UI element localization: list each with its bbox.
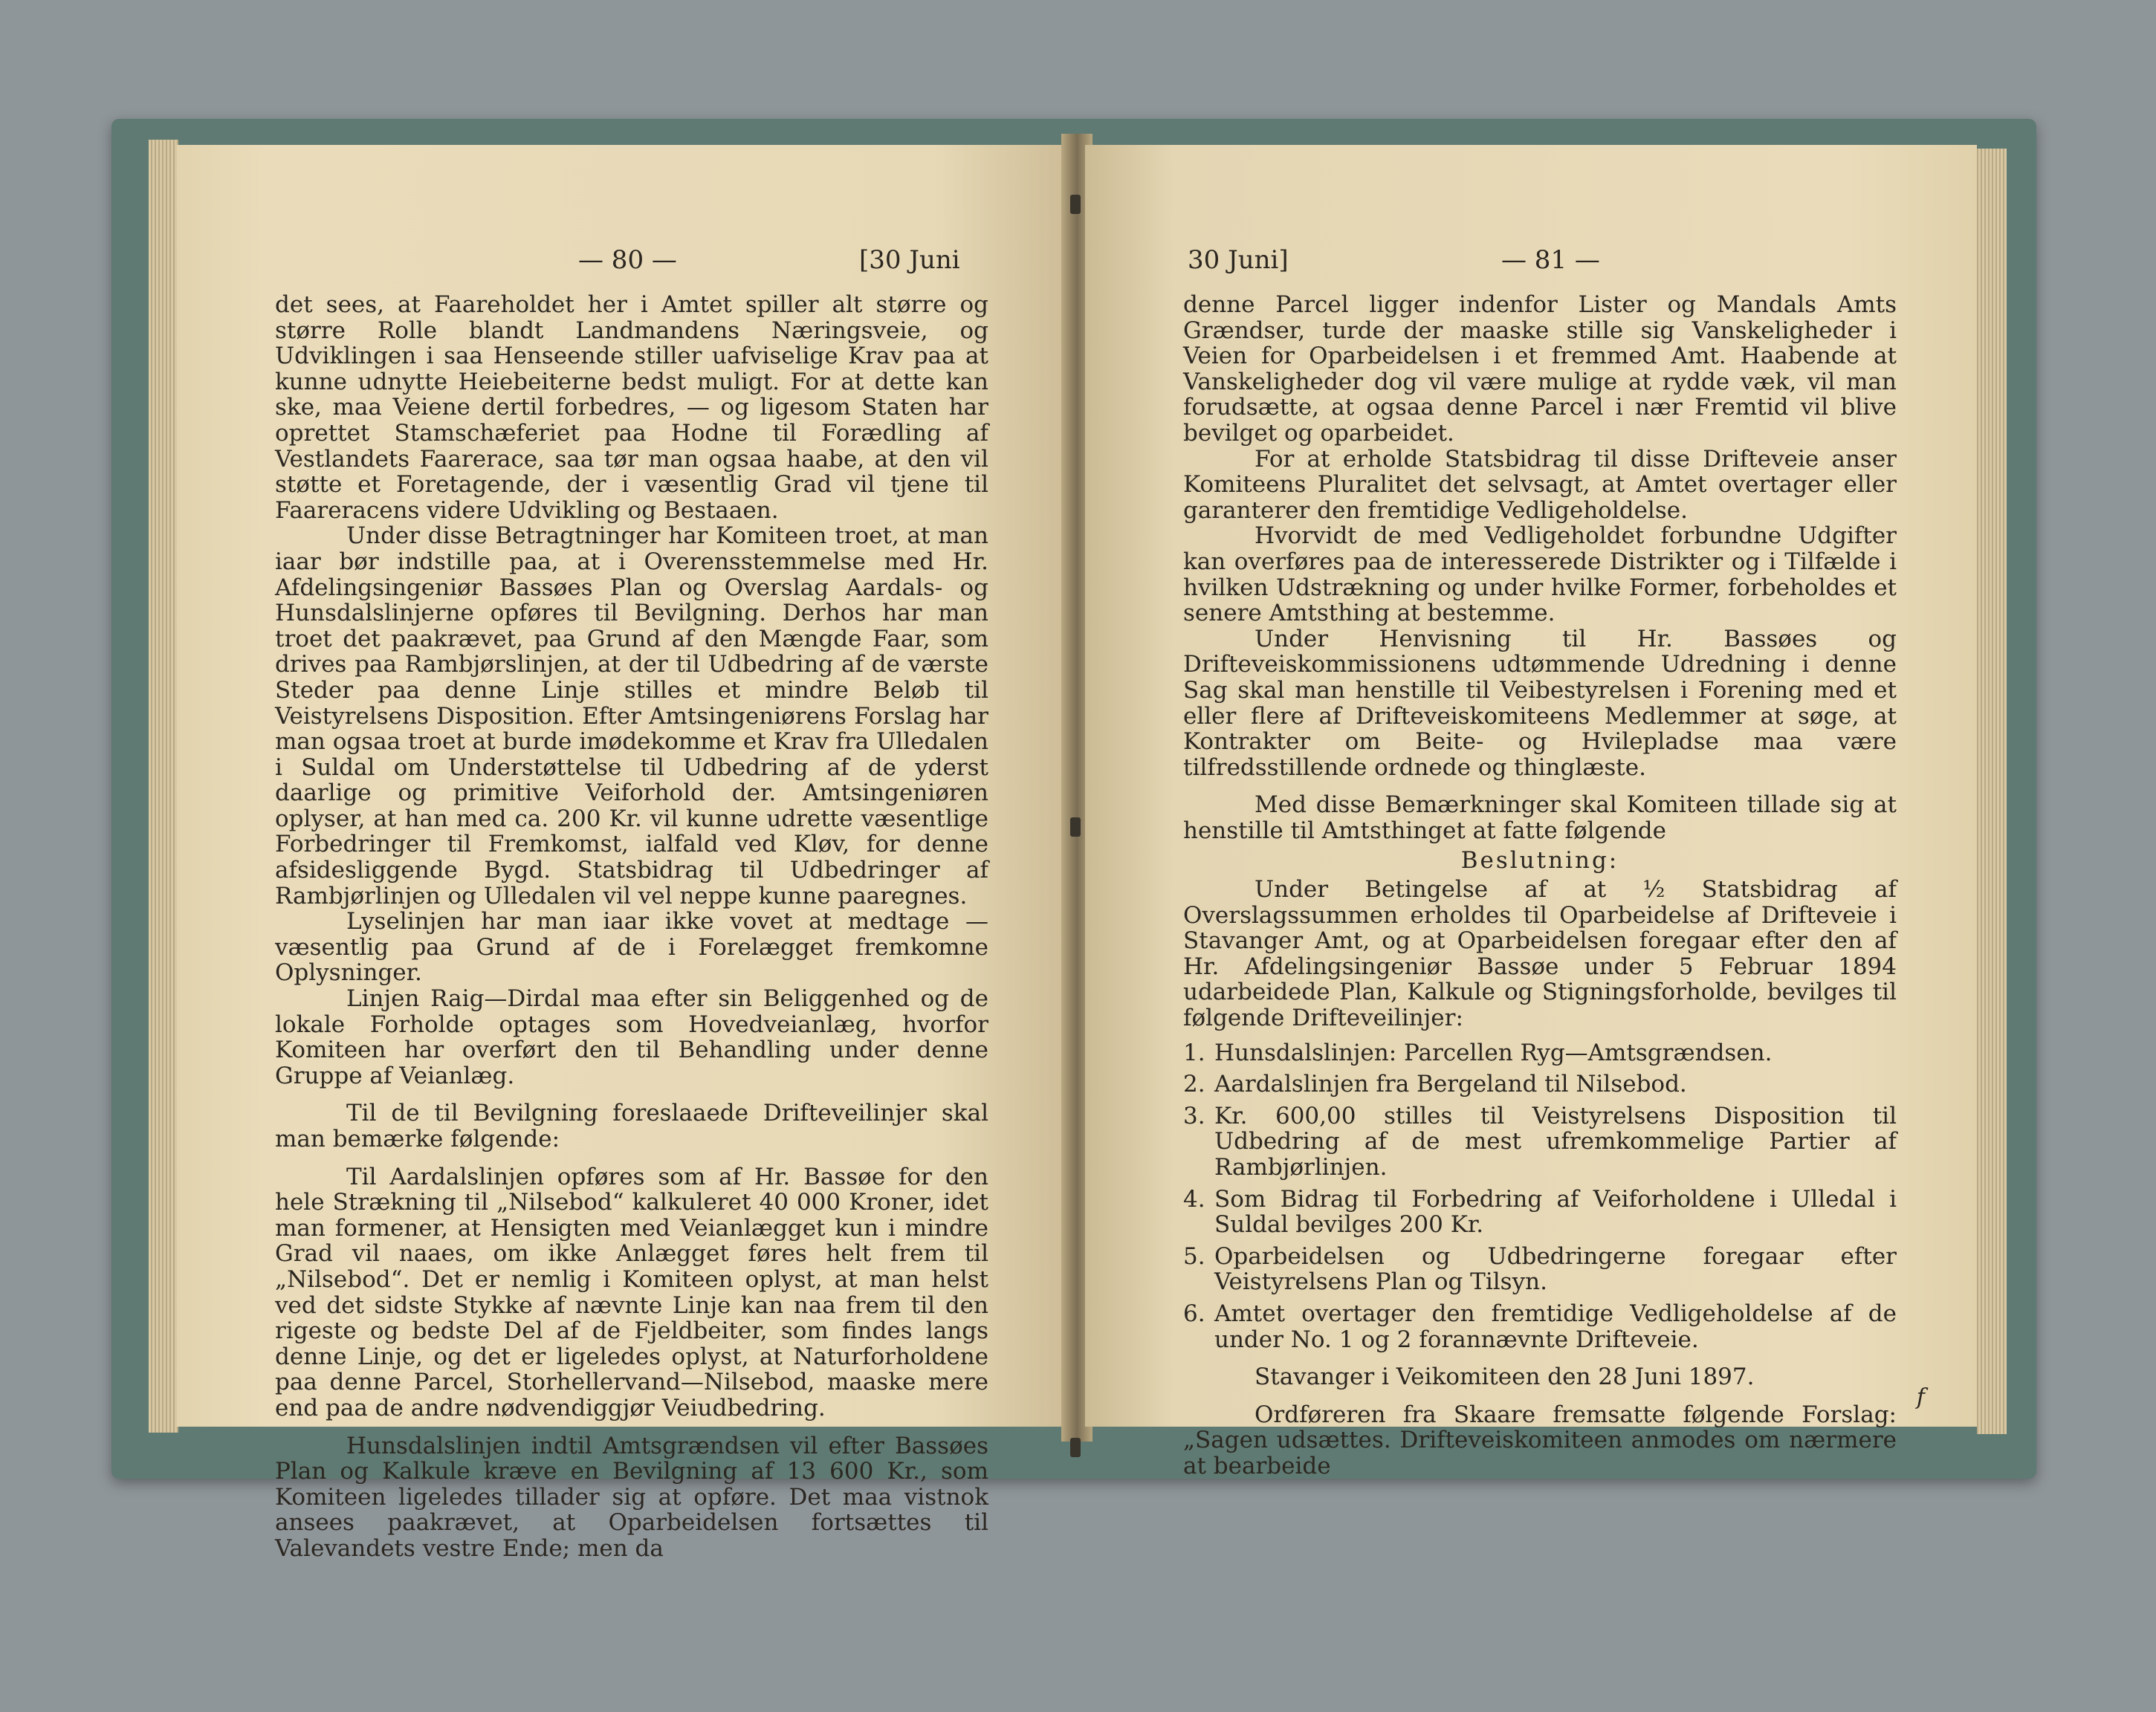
binding-stitch <box>1070 1438 1081 1457</box>
item-number: 6. <box>1183 1300 1205 1327</box>
item-text: Oparbeidelsen og Udbedringerne foregaar efter Veistyrelsens Plan og Tilsyn. <box>1214 1242 1897 1296</box>
left-page-number: — 80 — <box>578 245 677 275</box>
paragraph: Lyselinjen har man iaar ikke vovet at medtage — væsentlig paa Grund af de i Forelægget fremkomne Oplysninger. <box>275 908 988 987</box>
item-number: 2. <box>1183 1071 1205 1098</box>
right-date-header: 30 Juni] <box>1188 245 1289 275</box>
list-item <box>1183 1187 1897 1238</box>
right-page-number: — 81 — <box>1501 245 1600 275</box>
binding-stitch <box>1070 195 1081 214</box>
item-text: Amtet overtager den fremtidige Vedligeholdelse af de under No. 1 og 2 forannævnte Drifteveie. <box>1214 1300 1897 1353</box>
paragraph: For at erholde Statsbidrag til disse Drifteveie anser Komiteens Pluralitet det selvsagt, at Amtet overtager eller garanterer den fremtidige Vedligeholdelse. <box>1183 445 1897 524</box>
resolution-intro: Under Betingelse af at ½ Statsbidrag af Overslagssummen erholdes til Oparbeidelse af Drifteveie i Stavanger Amt, og at Oparbeidelsen foregaar efter den af Hr. Afdelingsingeniør Bassøe under 5 Februar 1894 udarbeidede Plan, Kalkule og Stigningsforholde, bevilges til følgende Drifteveilinjer: <box>1183 876 1897 1032</box>
binding-stitch <box>1070 817 1081 837</box>
list-item <box>1183 1301 1897 1352</box>
list-item <box>1183 1244 1897 1295</box>
paragraph: Hunsdalslinjen indtil Amtsgrændsen vil efter Bassøes Plan og Kalkule kræve en Bevilgning af 13 600 Kr., som Komiteen ligeledes tillader sig at opføre. Det maa vistnok ansees paakrævet, at Oparbeidelsen fortsættes til Valevandets vestre Ende; men da <box>275 1432 988 1562</box>
right-page-text <box>1183 292 1897 1479</box>
resolution-list <box>1183 1040 1897 1353</box>
resolution-heading: Beslutning: <box>1460 847 1619 875</box>
paragraph: Til de til Bevilgning foreslaaede Drifteveilinjer skal man bemærke følgende: <box>275 1100 988 1152</box>
item-text: Kr. 600,00 stilles til Veistyrelsens Disposition til Udbedring af de mest ufremkommelige Partier af Rambjørlinjen. <box>1214 1102 1897 1181</box>
signature-mark: f <box>1916 1384 1925 1410</box>
item-text: Hunsdalslinjen: Parcellen Ryg—Amtsgrændsen. <box>1214 1039 1773 1066</box>
paragraph: Linjen Raig—Dirdal maa efter sin Beliggenhed og de lokale Forholde optages som Hovedveianlæg, hvorfor Komiteen har overført den til Behandling under denne Gruppe af Veianlæg. <box>275 985 988 1089</box>
item-number: 5. <box>1183 1242 1205 1270</box>
item-text: Som Bidrag til Forbedring af Veiforholdene i Ulledal i Suldal bevilges 200 Kr. <box>1214 1185 1897 1239</box>
list-item <box>1183 1071 1897 1097</box>
closing-line: Stavanger i Veikomiteen den 28 Juni 1897. <box>1255 1364 1755 1391</box>
paragraph: det sees, at Faareholdet her i Amtet spiller alt større og større Rolle blandt Landmandens Næringsveie, og Udviklingen i saa Henseende stiller uafviselige Krav paa at kunne udnytte Heiebeiterne bedst muligt. For at dette kan ske, maa Veiene dertil forbedres, — og ligesom Staten har oprettet Stamschæferiet paa Hodne til Forædling af Vestlandets Faarerace, saa tør man ogsaa haabe, at den vil støtte et Foretagende, der i væsentlig Grad vil tjene til Faareracens videre Udvikling og Bestaaen. <box>275 291 988 524</box>
left-page <box>177 145 1069 1562</box>
final-paragraph: Ordføreren fra Skaare fremsatte følgende Forslag: „Sagen udsættes. Drifteveiskomiteen anmodes om nærmere at bearbeide <box>1183 1401 1897 1479</box>
left-page-text <box>275 292 988 1562</box>
page-stack-right <box>1977 149 2007 1434</box>
list-item <box>1183 1103 1897 1181</box>
paragraph: Hvorvidt de med Vedligeholdet forbundne Udgifter kan overføres paa de interesserede Distrikter og i Tilfælde i hvilken Udstrækning og under hvilke Former, forbeholdes et senere Amtsthing at bestemme. <box>1183 522 1897 627</box>
left-date-header: [30 Juni <box>859 245 960 275</box>
item-number: 3. <box>1183 1102 1205 1129</box>
paragraph: denne Parcel ligger indenfor Lister og Mandals Amts Grændser, turde der maaske stille sig Vanskeligheder i Veien for Oparbeidelsen i et fremmed Amt. Haabende at Vanskeligheder dog vil være mulige at rydde væk, vil man forudsætte, at ogsaa denne Parcel i nær Fremtid vil blive bevilget og oparbeidet. <box>1183 291 1897 447</box>
right-page <box>1085 145 1977 1479</box>
list-item <box>1183 1040 1897 1066</box>
paragraph: Med disse Bemærkninger skal Komiteen tillade sig at henstille til Amtsthinget at fatte følgende <box>1183 791 1897 844</box>
paragraph: Under disse Betragtninger har Komiteen troet, at man iaar bør indstille paa, at i Overensstemmelse med Hr. Afdelingsingeniør Bassøes Plan og Overslag Aardals- og Hunsdalslinjerne opføres til Bevilgning. Derhos har man troet det paakrævet, paa Grund af den Mængde Faar, som drives paa Rambjørslinjen, at der til Udbedring af de værste Steder paa denne Linje stilles et mindre Beløb til Veistyrelsens Disposition. Efter Amtsingeniørens Forslag har man ogsaa troet at burde imødekomme et Krav fra Ulledalen i Suldal om Understøttelse til Udbedring af de yderst daarlige og primitive Veiforhold der. Amtsingeniøren oplyser, at han med ca. 200 Kr. vil kunne udrette væsentlige Forbedringer til Fremkomst, ialfald ved Kløv, for denne afsidesliggende Bygd. Statsbidrag til Udbedringer af Rambjørlinjen og Ulledalen vil vel neppe kunne paaregnes. <box>275 522 988 910</box>
item-number: 1. <box>1183 1039 1205 1066</box>
item-number: 4. <box>1183 1185 1205 1213</box>
paragraph: Til Aardalslinjen opføres som af Hr. Bassøe for den hele Strækning til „Nilsebod“ kalkuleret 40 000 Kroner, idet man formener, at Hensigten med Veianlægget kun i mindre Grad vil naaes, om ikke Anlægget føres helt frem til „Nilsebod“. Det er nemlig i Komiteen oplyst, at man helst ved det sidste Stykke af nævnte Linje kan naa frem til den rigeste og bedste Del af de Fjeldbeiter, som findes langs denne Linje, og det er ligeledes oplyst, at Naturforholdene paa denne Parcel, Storhellervand—Nilsebod, maaske mere end paa de andre nødvendiggjør Veiudbedring. <box>275 1163 988 1421</box>
page-stack-left <box>149 140 178 1433</box>
item-text: Aardalslinjen fra Bergeland til Nilsebod. <box>1214 1071 1687 1098</box>
paragraph: Under Henvisning til Hr. Bassøes og Drifteveiskommissionens udtømmende Udredning i denne Sag skal man henstille til Veibestyrelsen i Forening med et eller flere af Drifteveiskomiteens Medlemmer at søge, at Kontrakter om Beite- og Hvilepladse maa være tilfredsstillende ordnede og thinglæste. <box>1183 625 1897 781</box>
